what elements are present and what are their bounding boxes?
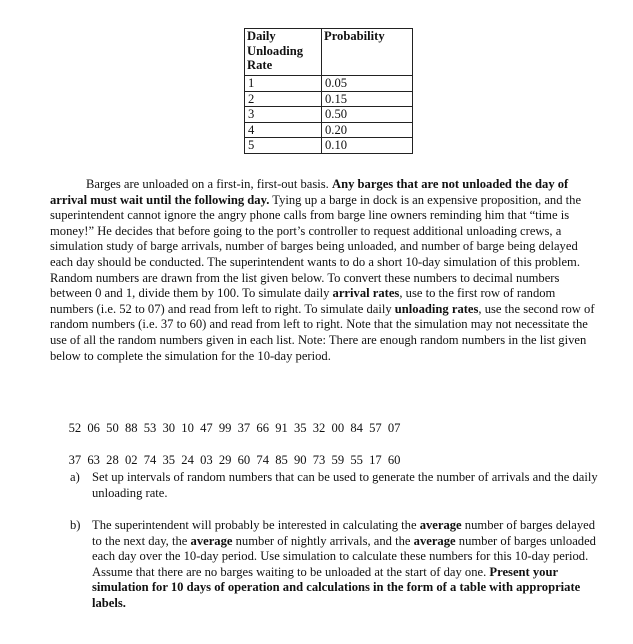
table-row xyxy=(245,138,413,154)
question-b-bold-part: average xyxy=(190,533,233,548)
random-number: 85 xyxy=(275,452,288,467)
random-number: 03 xyxy=(200,452,213,467)
probability-cell: 0.20 xyxy=(322,122,413,138)
paragraph-text: , use to the first row of random numbers (i.e. 52 to 07) and read from left to right. To simulate daily xyxy=(50,286,556,316)
table-row xyxy=(245,107,413,123)
random-number: 00 xyxy=(331,420,345,435)
random-number: 60 xyxy=(237,452,251,467)
question-a xyxy=(70,470,600,501)
random-number: 30 xyxy=(162,420,176,435)
table-row xyxy=(245,76,413,92)
random-number: 24 xyxy=(181,452,194,467)
paragraph-bold-text: arrival rates xyxy=(332,286,400,301)
random-number: 91 xyxy=(275,420,288,435)
rate-cell: 3 xyxy=(245,107,322,123)
table-header-row xyxy=(245,29,413,76)
random-number: 74 xyxy=(256,452,269,467)
random-number: 07 xyxy=(387,420,401,435)
question-b-text-part: The superintendent will probably be interested in calculating the xyxy=(92,518,420,532)
random-number: 35 xyxy=(162,452,176,467)
rate-cell: 5 xyxy=(245,138,322,154)
paragraph-text: Barges are unloaded on a first-in, first-out basis. xyxy=(86,177,332,191)
question-b-bold-part: average xyxy=(413,533,456,548)
probability-cell: 0.10 xyxy=(322,138,413,154)
random-number: 06 xyxy=(87,420,100,435)
random-number: 88 xyxy=(124,420,138,435)
question-b-bold-part: average xyxy=(419,518,462,532)
unloading-rate-table xyxy=(244,28,413,154)
probability-cell: 0.15 xyxy=(322,91,413,107)
random-number: 66 xyxy=(256,420,269,435)
random-number: 35 xyxy=(293,420,307,435)
random-number: 63 xyxy=(87,452,100,467)
random-number: 02 xyxy=(124,452,138,467)
header-daily-unloading-rate: Daily Unloading Rate xyxy=(245,29,322,76)
question-b-bold-part: Present your simulation for 10 days of operation and calculations in the form of a table with appropriate labels. xyxy=(92,564,581,610)
header-probability: Probability xyxy=(322,29,413,76)
question-a-text: Set up intervals of random numbers that can be used to generate the number of arrivals and the daily unloading rate. xyxy=(92,470,598,500)
random-number: 59 xyxy=(331,452,345,467)
random-number: 37 xyxy=(237,420,251,435)
random-number: 47 xyxy=(200,420,213,435)
random-number: 32 xyxy=(312,420,326,435)
question-b-text-part: number of barges delayed to the next day, the xyxy=(92,518,596,548)
table-row xyxy=(245,91,413,107)
random-number: 10 xyxy=(181,420,194,435)
random-number: 37 xyxy=(68,452,82,467)
question-b-text xyxy=(92,518,600,612)
probability-cell: 0.50 xyxy=(322,107,413,123)
random-number: 50 xyxy=(106,420,119,435)
random-number: 52 xyxy=(68,420,82,435)
paragraph-bold-text: Any barges that are not unloaded the day of arrival must wait until the following day. xyxy=(50,177,569,207)
question-b-label: b) xyxy=(70,518,81,532)
random-number: 60 xyxy=(387,452,401,467)
random-number: 84 xyxy=(350,420,363,435)
random-number: 55 xyxy=(350,452,363,467)
question-b-text-part: number of nightly arrivals, and the xyxy=(232,533,414,548)
question-b xyxy=(70,518,600,612)
random-number: 90 xyxy=(293,452,307,467)
random-number: 53 xyxy=(143,420,157,435)
question-a-label: a) xyxy=(70,470,80,484)
probability-cell: 0.05 xyxy=(322,76,413,92)
paragraph-text: Tying up a barge in dock is an expensive proposition, and the superintendent cannot ignore the angry phone calls from barge line owners reminding him that “time is money!” He decides that before going to the port’s controller to request additional unloading crews, a simulation study of barge arrivals, number of barges being unloaded, and number of barge being delayed each day should be conducted. The superintendent wants to do a short 10-day simulation of this problem. Random numbers are drawn from the list given below. To convert these numbers to decimal numbers between 0 and 1, divide them by 100. To simulate daily xyxy=(50,192,582,301)
rate-cell: 1 xyxy=(245,76,322,92)
random-number: 99 xyxy=(218,420,232,435)
random-number: 57 xyxy=(369,420,382,435)
paragraph-text: , use the second row of random numbers (i.e. 37 to 60) and read from left to right. Note that the simulation may not necessitate the use of all the random numbers given in each list. Note: There are enough random numbers in the list given below to complete the simulation for the 10-day period. xyxy=(50,301,595,363)
random-number: 17 xyxy=(369,452,382,467)
table-row xyxy=(245,122,413,138)
rate-cell: 2 xyxy=(245,91,322,107)
random-number: 29 xyxy=(218,452,232,467)
problem-paragraph xyxy=(50,177,598,364)
random-number: 28 xyxy=(106,452,119,467)
question-b-text-part: number of barges unloaded each day over the 10-day period. Use simulation to calculate these numbers for this 10-day period. Assume that there are no barges waiting to be unloaded at the start of day one. xyxy=(92,533,596,579)
random-number: 74 xyxy=(143,452,157,467)
paragraph-bold-text: unloading rates xyxy=(394,301,479,316)
rate-cell: 4 xyxy=(245,122,322,138)
random-number: 73 xyxy=(312,452,326,467)
